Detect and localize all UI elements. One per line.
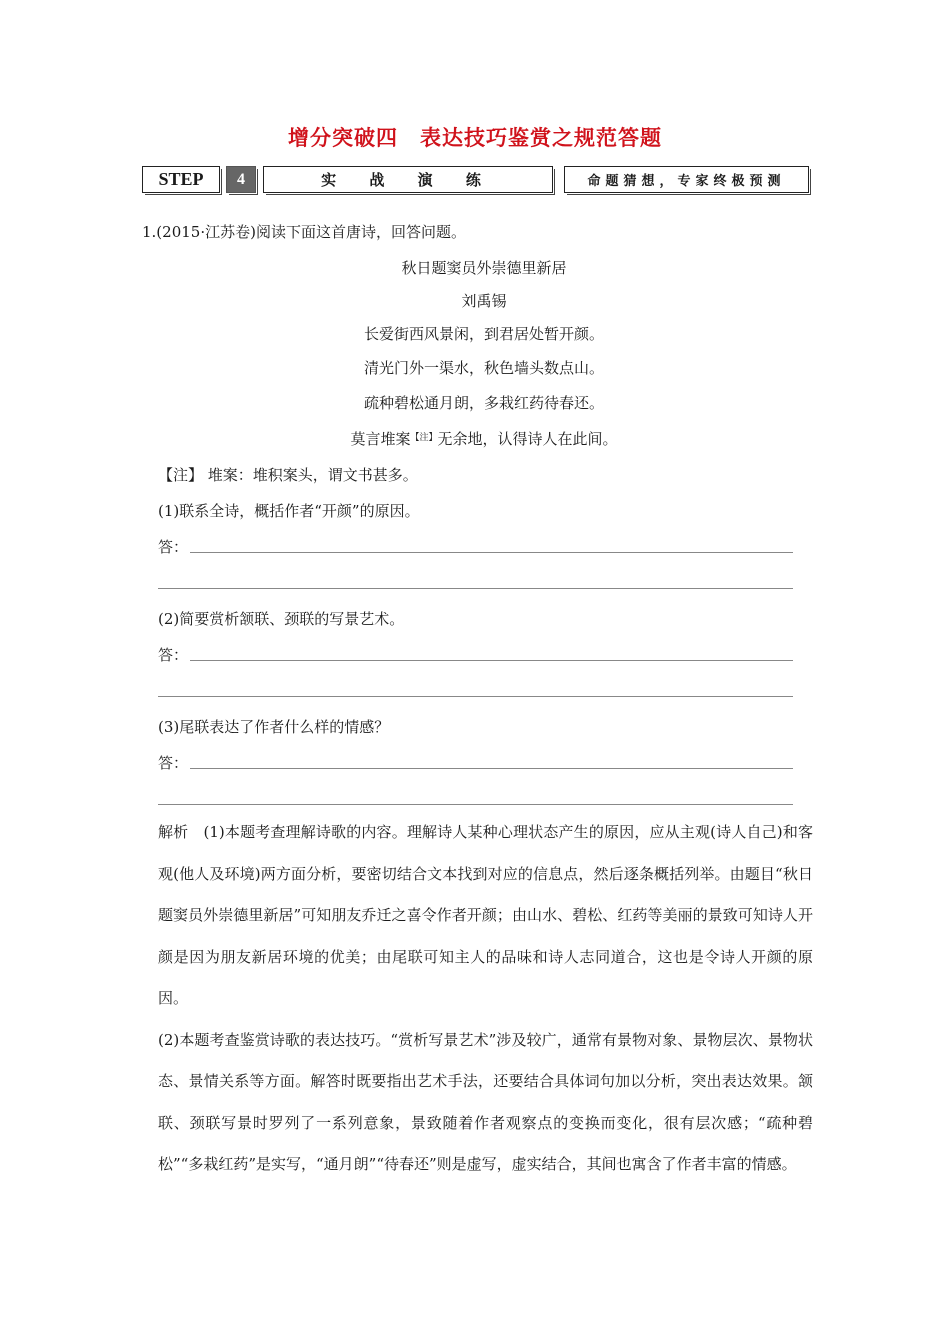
section-heading: 实 战 演 练: [263, 166, 553, 193]
poem-title: 秋日题窦员外崇德里新居: [401, 259, 567, 277]
answer-line[interactable]: [158, 804, 793, 805]
answer-line[interactable]: [190, 552, 793, 553]
section-banner: [142, 166, 809, 196]
poem-author: 刘禹锡: [461, 292, 507, 310]
poem-line-last: [0, 428, 950, 449]
poem-line: 疏种碧松通月朗，多栽红药待春还。: [363, 394, 604, 412]
analysis-paragraph-1: 解析 (1)本题考查理解诗歌的内容。理解诗人某种心理状态产生的原因，应从主观(诗人自己)和客观(他人及环境)两方面分析，要密切结合文本找到对应的信息点，然后逐条概括列举。由题目“秋日题窦员外崇德里新居”可知朋友乔迁之喜令作者开颜；由山水、碧松、红药等美丽的景致可知诗人开颜是因为朋友新居环境的优美；由尾联可知主人的品味和诗人志同道合，这也是令诗人开颜的原因。: [158, 823, 813, 1007]
analysis-section: [158, 812, 813, 1186]
answer-line[interactable]: [190, 660, 793, 661]
poem-line-part: 无余地，认得诗人在此间。: [437, 430, 618, 448]
answer-line[interactable]: [158, 696, 793, 697]
step-number: 4: [226, 166, 256, 193]
answer-label: 答：: [158, 538, 189, 556]
sub-question-1: (1)联系全诗，概括作者“开颜”的原因。: [158, 502, 420, 520]
poem-line: 清光门外一渠水，秋色墙头数点山。: [363, 359, 604, 377]
answer-label: 答：: [158, 646, 189, 664]
answer-line[interactable]: [190, 768, 793, 769]
step-label: STEP: [142, 166, 220, 193]
section-tagline: 命题猜想，专家终极预测: [564, 166, 809, 193]
poem-line: 长爱街西风景闲，到君居处暂开颜。: [363, 325, 604, 343]
answer-label: 答：: [158, 754, 189, 772]
analysis-paragraph-2: (2)本题考查鉴赏诗歌的表达技巧。“赏析写景艺术”涉及较广，通常有景物对象、景物层次、景物状态、景情关系等方面。解答时既要指出艺术手法，还要结合具体词句加以分析，突出表达效果。颔联、颈联写景时罗列了一系列意象，景致随着作者观察点的变换而变化，很有层次感；“疏种碧松”“多栽红药”是实写，“通月朗”“待春还”则是虚写，虚实结合，其间也寓含了作者丰富的情感。: [158, 1030, 813, 1173]
poem-line-part: 莫言堆案: [350, 430, 411, 448]
sub-question-3: (3)尾联表达了作者什么样的情感？: [158, 718, 390, 736]
answer-line[interactable]: [158, 588, 793, 589]
question-intro: 1.(2015·江苏卷)阅读下面这首唐诗，回答问题。: [142, 223, 466, 241]
poem-note: 【注】 堆案：堆积案头，谓文书甚多。: [158, 466, 418, 484]
sub-question-2: (2)简要赏析颔联、颈联的写景艺术。: [158, 610, 405, 628]
note-marker: 【注】: [410, 433, 438, 443]
page-title: 增分突破四 表达技巧鉴赏之规范答题: [288, 126, 662, 150]
